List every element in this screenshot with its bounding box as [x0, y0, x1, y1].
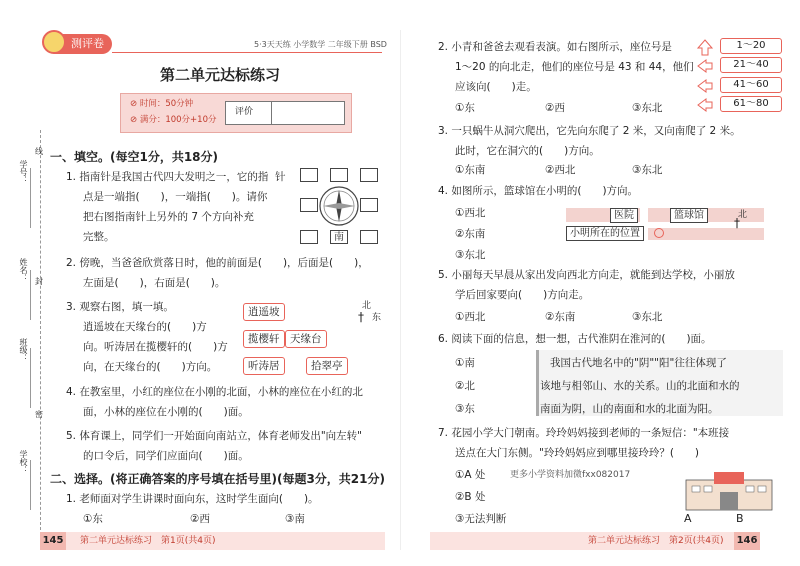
r-q7-opt3[interactable]: ③无法判断 [455, 513, 507, 525]
q4-north-label: 北 [738, 210, 748, 220]
r-q5-line1: 5. 小丽每天早晨从家出发向西北方向走，就能到达学校，小丽放 [438, 269, 735, 281]
seal-char-mi: 密 [35, 410, 43, 419]
name-label: 姓名： [19, 258, 28, 282]
school-gate-icon [684, 470, 774, 512]
seat-range-3: 41～60 [720, 77, 782, 93]
r-q3-opt1[interactable]: ①东南 [455, 164, 486, 176]
q6-info-line1: 我国古代地名中的"阴""阳"往往体现了 [550, 357, 727, 369]
map-label-tianyuantai: 天缘台 [285, 330, 327, 348]
q3-line2: 逍遥坡在天缘台的( )方 [83, 321, 207, 333]
watermark-text: 更多小学资料加微fxx082017 [510, 470, 631, 480]
r-q4-opt1[interactable]: ①西北 [455, 207, 486, 219]
header-rule [112, 52, 382, 53]
name-line [30, 270, 31, 320]
q6-info-line3: 南面为阴，山的南面和水的北面为阳。 [540, 403, 719, 415]
footer-right-text: 第二单元达标练习 第2页(共4页) [588, 536, 724, 546]
q2-line2: 左面是( )，右面是( )。 [83, 277, 226, 289]
location-pin-icon [654, 228, 664, 238]
q1-line1: 1. 指南针是我国古代四大发明之一，它的指 [66, 171, 269, 183]
r-q2-opt2[interactable]: ②西 [545, 102, 565, 114]
map-label-shicuiting: 拾翠亭 [306, 357, 348, 375]
r-q3-line1: 3. 一只蜗牛从洞穴爬出，它先向东爬了 2 米，又向南爬了 2 米。 [438, 125, 741, 137]
page-number-left: 145 [40, 532, 66, 550]
r-q6-line: 6. 阅读下面的信息，想一想，古代淮阴在淮河的( )面。 [438, 333, 712, 345]
page-divider [400, 30, 401, 550]
section-1-heading: 一、填空。(每空1分，共18分) [50, 150, 219, 164]
r-q5-opt2[interactable]: ②东南 [545, 311, 576, 323]
gate-point-a: A [684, 512, 692, 525]
compass-blank-w[interactable] [300, 198, 318, 212]
map-label-tingtaoju: 听涛居 [243, 357, 285, 375]
map-east-label: 东 [372, 313, 382, 323]
eval-label: 评价 [235, 107, 254, 117]
full-score: ⊘ 满分：100分+10分 [130, 115, 217, 125]
compass-blank-nw[interactable] [300, 168, 318, 182]
q1-line1-end: 针 [275, 171, 286, 183]
r-q6-opt3[interactable]: ③东 [455, 403, 475, 415]
seat-arrows [696, 38, 714, 114]
r-q2-line3: 应该向( )走。 [455, 81, 537, 93]
compass-blank-n[interactable] [330, 168, 348, 182]
q3-line1: 3. 观察右图，填一填。 [66, 301, 174, 313]
r-q2-opt3[interactable]: ③东北 [632, 102, 663, 114]
q3-line4: 向，在天缘台的( )方向。 [83, 361, 218, 373]
compass-blank-ne[interactable] [360, 168, 378, 182]
map-hospital: 医院 [610, 208, 638, 223]
r-q4-line: 4. 如图所示，篮球馆在小明的( )方向。 [438, 185, 639, 197]
compass-icon [318, 185, 360, 227]
seal-char-feng: 封 [35, 277, 43, 286]
seat-diagram [696, 38, 786, 114]
r-q3-line2: 此时，它在洞穴的( )方向。 [455, 145, 600, 157]
eval-field[interactable] [271, 101, 343, 123]
q4-line1: 4. 在教室里，小红的座位在小刚的北面，小林的座位在小红的北 [66, 386, 363, 398]
section-2-heading: 二、选择。(将正确答案的序号填在括号里)(每题3分，共21分) [50, 472, 385, 486]
map-xiaoming-position: 小明所在的位置 [566, 226, 644, 241]
q4-line2: 面，小林的座位在小刚的( )面。 [83, 406, 249, 418]
r-q3-opt3[interactable]: ③东北 [632, 164, 663, 176]
choice-q1-opt2[interactable]: ②西 [190, 513, 210, 525]
seat-range-1: 1～20 [720, 38, 782, 54]
badge-mascot-icon [42, 30, 66, 54]
choice-q1: 1. 老师面对学生讲课时面向东，这时学生面向( )。 [66, 493, 319, 505]
r-q7-opt2[interactable]: ②B 处 [455, 491, 486, 503]
q5-line1: 5. 体育课上，同学们一开始面向南站立，体育老师发出"向左转" [66, 430, 363, 442]
choice-q1-opt1[interactable]: ①东 [83, 513, 103, 525]
class-line [30, 348, 31, 408]
q5-line2: 的口令后，同学们应面向( )面。 [83, 450, 249, 462]
r-q5-opt1[interactable]: ①西北 [455, 311, 486, 323]
class-label: 班级： [19, 338, 28, 362]
school-line [30, 460, 31, 510]
gate-point-b: B [736, 512, 744, 525]
r-q5-line2: 学后回家要向( )方向走。 [455, 289, 590, 301]
time-limit: ⊘ 时间：50分钟 [130, 99, 194, 109]
r-q4-opt3[interactable]: ③东北 [455, 249, 486, 261]
q1-line2: 点是一端指( )，一端指( )。请你 [83, 191, 268, 203]
r-q7-line1: 7. 花园小学大门朝南。玲玲妈妈接到老师的一条短信："本班接 [438, 427, 730, 439]
map-north-label: 北 [362, 301, 372, 311]
r-q2-line2: 1～20 的向北走，他们的座位号是 43 和 44，他们 [455, 61, 694, 73]
compass-blank-e[interactable] [360, 198, 378, 212]
seat-range-2: 21～40 [720, 57, 782, 73]
compass-south-label: 南 [330, 230, 348, 244]
choice-q1-opt3[interactable]: ③南 [285, 513, 305, 525]
map-label-xiaoyaopo: 逍遥坡 [243, 303, 285, 321]
q1-line3: 把右图指南针上另外的 7 个方向补充 [83, 211, 254, 223]
q6-info-line2: 该地与相邻山、水的关系。山的北面和水的 [540, 380, 740, 392]
north-arrow-icon: † [358, 310, 364, 324]
r-q4-opt2[interactable]: ②东南 [455, 228, 486, 240]
q4-north-arrow-icon: † [734, 216, 740, 230]
r-q2-opt1[interactable]: ①东 [455, 102, 475, 114]
map-basketball-hall: 篮球馆 [670, 208, 708, 223]
school-label: 学校： [19, 450, 28, 474]
page-title: 第二单元达标练习 [160, 66, 281, 84]
r-q6-opt2[interactable]: ②北 [455, 380, 475, 392]
q1-line4: 完整。 [83, 231, 115, 243]
r-q6-opt1[interactable]: ①南 [455, 357, 475, 369]
seal-char-xian: 线 [35, 147, 43, 156]
r-q7-opt1[interactable]: ①A 处 [455, 469, 486, 481]
student-no-label: 学号： [19, 160, 28, 184]
footer-left-text: 第二单元达标练习 第1页(共4页) [80, 536, 216, 546]
page-number-right: 146 [734, 532, 760, 550]
binding-dashed-line [40, 130, 41, 530]
r-q3-opt2[interactable]: ②西北 [545, 164, 576, 176]
student-no-line [30, 168, 31, 228]
q3-line3: 向。听涛居在揽樱轩的( )方 [83, 341, 228, 353]
series-label: 5·3天天练 小学数学 二年级下册 BSD [254, 40, 387, 49]
compass-blank-se[interactable] [360, 230, 378, 244]
r-q2-line1: 2. 小青和爸爸去观看表演。如右图所示，座位号是 [438, 41, 672, 53]
test-badge: 测评卷 [46, 34, 112, 54]
r-q7-line2: 送点在大门东侧。"玲玲妈妈应到哪里接玲玲？( ) [455, 447, 700, 459]
seat-range-4: 61～80 [720, 96, 782, 112]
compass-blank-sw[interactable] [300, 230, 318, 244]
r-q5-opt3[interactable]: ③东北 [632, 311, 663, 323]
map-label-lanyingxuan: 揽樱轩 [243, 330, 285, 348]
q2-line1: 2. 傍晚，当爸爸欣赏落日时，他的前面是( )，后面是( )， [66, 257, 369, 269]
